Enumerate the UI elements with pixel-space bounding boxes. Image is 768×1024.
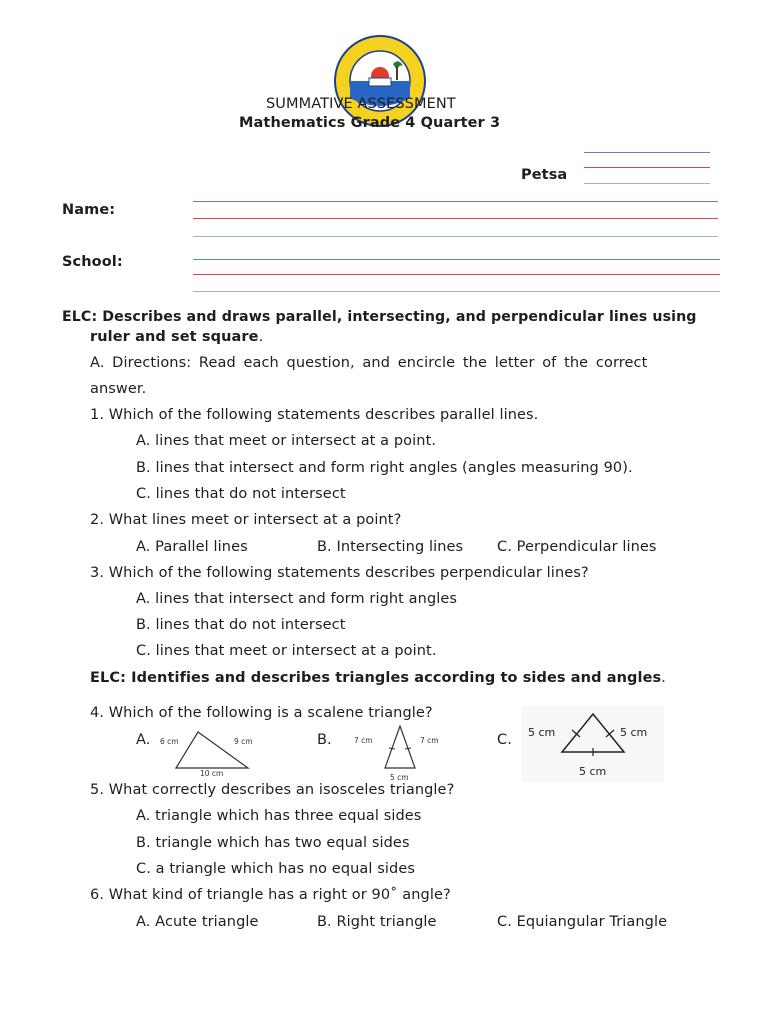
q1-option-c[interactable]: C. lines that do not intersect [136,486,346,502]
q3-option-b[interactable]: B. lines that do not intersect [136,617,346,633]
triangle-a-left-label: 6 cm [160,737,179,746]
triangle-b-tick-left [389,748,395,749]
school-line-bottom[interactable] [193,291,720,292]
q2-stem: 2. What lines meet or intersect at a point? [90,512,402,528]
q4-triangle-b [350,718,446,782]
q1-stem: 1. Which of the following statements describes parallel lines. [90,407,539,423]
petsa-label: Petsa [521,167,568,183]
q4-option-b-letter[interactable]: B. [317,732,332,748]
q5-option-b[interactable]: B. triangle which has two equal sides [136,835,410,851]
q3-stem: 3. Which of the following statements describes perpendicular lines? [90,565,589,581]
name-line-red [193,218,718,219]
triangle-c-right-label: 5 cm [620,726,648,739]
triangle-b-right-label: 7 cm [420,736,439,745]
petsa-line-top [584,152,710,153]
name-line-bottom[interactable] [193,236,718,237]
directions-line1: A. Directions: Read each question, and encircle the letter of the correct [90,355,648,371]
q5-option-a[interactable]: A. triangle which has three equal sides [136,808,422,824]
q2-option-b[interactable]: B. Intersecting lines [317,539,464,555]
triangle-c-left-label: 5 cm [528,726,556,739]
directions-line2: answer. [90,381,147,397]
q3-option-c[interactable]: C. lines that meet or intersect at a point. [136,643,437,659]
elc1-line2: ruler and set square [90,329,259,345]
school-line-red [193,274,720,275]
elc1-line2-wrap [90,329,263,345]
q1-option-b[interactable]: B. lines that intersect and form right angles (angles measuring 90). [136,460,633,476]
triangle-b-shape [385,726,415,768]
elc1-line1: ELC: Describes and draws parallel, intersecting, and perpendicular lines using [62,309,697,325]
name-label: Name: [62,202,116,218]
triangle-b-left-label: 7 cm [354,736,373,745]
q2-option-c[interactable]: C. Perpendicular lines [497,539,657,555]
q4-triangle-a [152,724,264,778]
q4-stem: 4. Which of the following is a scalene triangle? [90,705,433,721]
q3-option-a[interactable]: A. lines that intersect and form right angles [136,591,458,607]
deped-seal [333,34,427,128]
q2-option-a[interactable]: A. Parallel lines [136,539,248,555]
header-title: SUMMATIVE ASSESSMENT [266,96,456,112]
triangle-b-tick-right [405,748,411,749]
triangle-c-base-label: 5 cm [579,765,607,778]
school-line-top [193,259,720,260]
petsa-line-mid[interactable] [584,183,710,184]
q5-stem: 5. What correctly describes an isosceles triangle? [90,782,455,798]
elc2-end: . [661,670,666,686]
q4-option-c-letter[interactable]: C. [497,732,512,748]
q6-option-c[interactable]: C. Equiangular Triangle [497,914,668,930]
triangle-a-base-label: 10 cm [200,769,224,778]
elc1-line2-end: . [258,329,264,345]
q6-option-b[interactable]: B. Right triangle [317,914,437,930]
q6-option-a[interactable]: A. Acute triangle [136,914,259,930]
elc2-text: ELC: Identifies and describes triangles according to sides and angles [90,670,662,686]
q6-stem: 6. What kind of triangle has a right or 90˚ angle? [90,887,451,903]
q4-triangle-c [522,706,664,782]
header-subtitle: Mathematics Grade 4 Quarter 3 [239,115,501,131]
petsa-line-red [584,167,710,168]
triangle-a-right-label: 9 cm [234,737,253,746]
q1-option-a[interactable]: A. lines that meet or intersect at a point. [136,433,437,449]
school-label: School: [62,254,123,270]
elc2-wrap [90,670,666,686]
q4-option-a-letter[interactable]: A. [136,732,151,748]
q5-option-c[interactable]: C. a triangle which has no equal sides [136,861,416,877]
name-line-top [193,201,718,202]
triangle-b-base-label: 5 cm [390,773,409,782]
